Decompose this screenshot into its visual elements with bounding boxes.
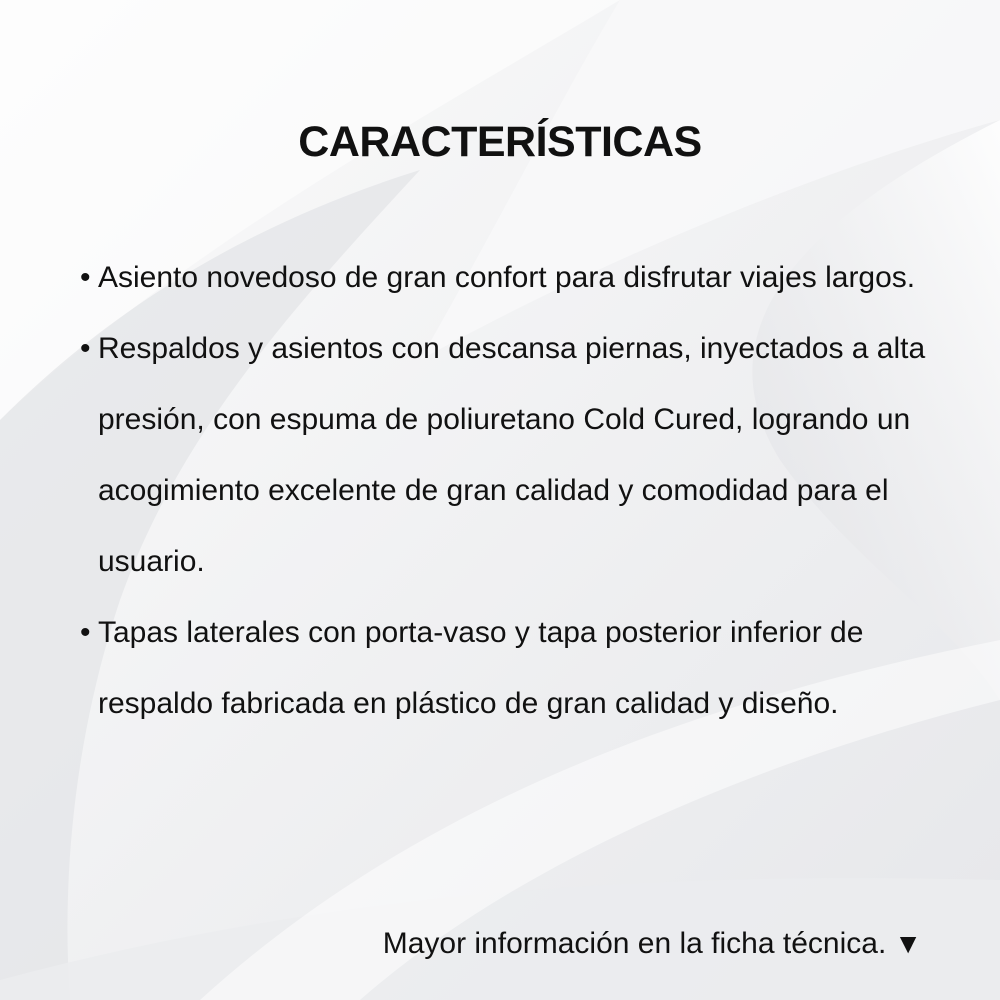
bullet-icon: • (80, 616, 91, 649)
list-item (80, 242, 960, 313)
more-info-note (383, 922, 922, 966)
triangle-down-icon: ▼ (894, 928, 922, 959)
list-item (80, 597, 960, 739)
more-info-text: Mayor información en la ficha técnica. (382, 927, 887, 960)
bullet-icon: • (80, 332, 91, 365)
feature-text: Asiento novedoso de gran confort para disfrutar viajes largos. (98, 261, 916, 294)
list-item (80, 313, 960, 597)
feature-text: Respaldos y asientos con descansa piernas, inyectados a alta presión, con espuma de poliuretano Cold Cured, logrando un acogimiento excelente de gran calidad y comodidad para el usuario. (98, 332, 926, 578)
features-list (80, 242, 960, 739)
bullet-icon: • (80, 261, 91, 294)
page-title: CARACTERÍSTICAS (298, 118, 702, 166)
feature-text: Tapas laterales con porta-vaso y tapa posterior inferior de respaldo fabricada en plástico de gran calidad y diseño. (98, 616, 864, 720)
